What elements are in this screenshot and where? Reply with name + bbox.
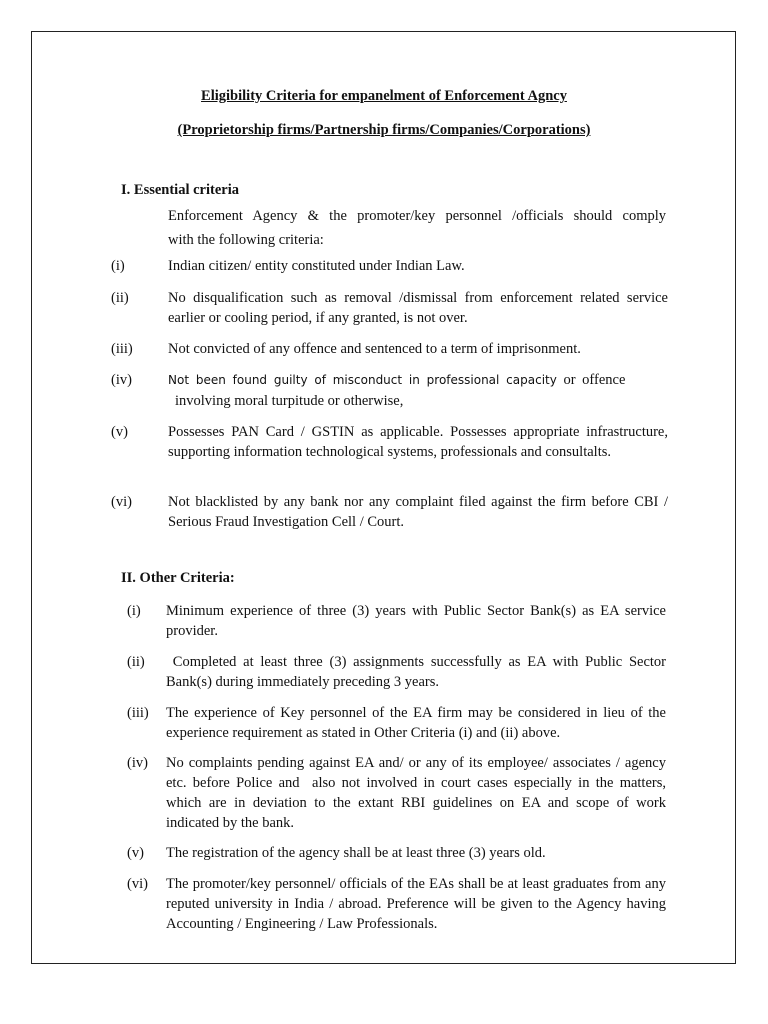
- list-item-text: [168, 370, 676, 412]
- list-item-text: No disqualification such as removal /dismissal from enforcement related service earlier or cooling period, if any granted, is not over.: [168, 290, 668, 326]
- list-item-text: Indian citizen/ entity constituted under Indian Law.: [168, 258, 465, 274]
- list-item-number: (vi): [127, 876, 148, 892]
- list-item-number: (iv): [127, 755, 148, 771]
- section-intro: [168, 204, 666, 252]
- list-item-number: (iii): [111, 341, 133, 357]
- document-subtitle: (Proprietorship firms/Partnership firms/Companies/Corporations): [177, 122, 591, 138]
- list-item-number: (vi): [111, 494, 132, 510]
- document-title: Eligibility Criteria for empanelment of Enforcement Agncy: [201, 88, 567, 104]
- list-item-number: (iii): [127, 705, 149, 721]
- list-item-text: The experience of Key personnel of the EA firm may be considered in lieu of the experience requirement as stated in Other Criteria (i) and (ii) above.: [166, 705, 666, 741]
- list-item-text: Not convicted of any offence and sentenced to a term of imprisonment.: [168, 341, 581, 357]
- intro-line-1: Enforcement Agency & the promoter/key personnel /officials should comply: [168, 208, 666, 224]
- list-item-text: The registration of the agency shall be at least three (3) years old.: [166, 845, 546, 861]
- list-item: [0, 843, 768, 863]
- list-item: [0, 601, 768, 641]
- intro-line-2: with the following criteria:: [168, 232, 324, 248]
- list-item-number: (ii): [111, 290, 129, 306]
- list-item-text: Completed at least three (3) assignments successfully as EA with Public Sector Bank(s) during immediately preceding 3 years.: [166, 654, 670, 690]
- list-item: [0, 256, 768, 276]
- list-item-number: (ii): [127, 654, 145, 670]
- list-item: [0, 652, 768, 692]
- list-item-text: Minimum experience of three (3) years with Public Sector Bank(s) as EA service provider.: [166, 603, 666, 639]
- section-heading-other-criteria: II. Other Criteria:: [121, 570, 235, 586]
- list-item: [0, 753, 768, 833]
- list-item: [0, 703, 768, 743]
- list-item-number: (v): [111, 424, 128, 440]
- list-item-text: Possesses PAN Card / GSTIN as applicable. Possesses appropriate infrastructure, supporting information technological systems, professionals and consultalts.: [168, 424, 668, 460]
- list-item-text: Not blacklisted by any bank nor any complaint filed against the firm before CBI / Serious Fraud Investigation Cell / Court.: [168, 494, 668, 530]
- section-heading-essential-criteria: I. Essential criteria: [121, 182, 239, 198]
- list-item: [0, 339, 768, 359]
- list-item-text-sans: Not been found guilty of misconduct in professional capacity: [168, 373, 557, 387]
- list-item-number: (v): [127, 845, 144, 861]
- list-item-text-rest: or offence: [556, 372, 626, 388]
- list-item: [0, 874, 768, 934]
- list-item-text-line2: involving moral turpitude or otherwise,: [175, 393, 404, 409]
- list-item-number: (i): [127, 603, 141, 619]
- list-item: [0, 370, 768, 414]
- list-item-text: The promoter/key personnel/ officials of the EAs shall be at least graduates from any reputed university in India / abroad. Preference will be given to the Agency having Accounting / Engineering / Law Professionals.: [166, 876, 666, 932]
- list-item: [0, 492, 768, 532]
- list-item: [0, 288, 768, 328]
- list-item-number: (iv): [111, 372, 132, 388]
- list-item-number: (i): [111, 258, 125, 274]
- list-item: [0, 422, 768, 482]
- list-item-text: No complaints pending against EA and/ or any of its employee/ associates / agency etc. before Police and also not involved in court cases especially in the matters, which are in deviation to the extant RBI guidelines on EA and scope of work indicated by the bank.: [166, 755, 670, 831]
